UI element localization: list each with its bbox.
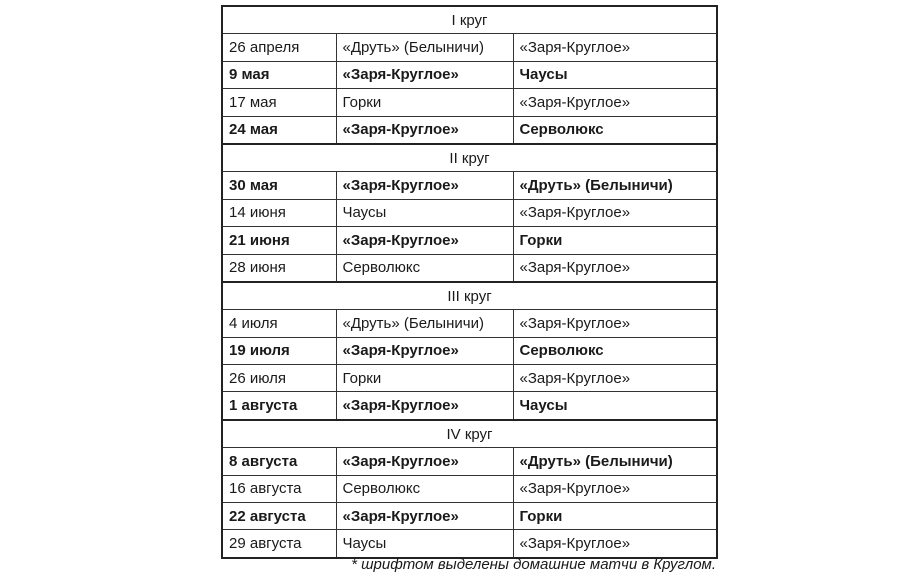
schedule-table bbox=[221, 5, 718, 559]
match-row bbox=[222, 475, 717, 502]
match-date: 30 мая bbox=[222, 172, 336, 199]
match-date: 24 мая bbox=[222, 116, 336, 144]
round-title: IV круг bbox=[222, 420, 717, 448]
match-date: 19 июля bbox=[222, 337, 336, 364]
match-row bbox=[222, 199, 717, 226]
match-date: 1 августа bbox=[222, 392, 336, 420]
match-away-team: «Заря-Круглое» bbox=[513, 34, 717, 61]
round-header-2 bbox=[222, 144, 717, 172]
round-header-4 bbox=[222, 420, 717, 448]
match-away-team: Горки bbox=[513, 227, 717, 254]
match-row bbox=[222, 530, 717, 558]
match-home-team: «Заря-Круглое» bbox=[336, 337, 513, 364]
match-row bbox=[222, 310, 717, 337]
match-home-team: «Заря-Круглое» bbox=[336, 227, 513, 254]
match-away-team: «Заря-Круглое» bbox=[513, 254, 717, 282]
round-title: II круг bbox=[222, 144, 717, 172]
match-date: 29 августа bbox=[222, 530, 336, 558]
match-row bbox=[222, 254, 717, 282]
match-away-team: Серволюкс bbox=[513, 337, 717, 364]
match-away-team: «Заря-Круглое» bbox=[513, 199, 717, 226]
match-home-team: «Друть» (Белыничи) bbox=[336, 310, 513, 337]
match-row bbox=[222, 337, 717, 364]
match-row bbox=[222, 503, 717, 530]
round-title: I круг bbox=[222, 6, 717, 34]
match-date: 14 июня bbox=[222, 199, 336, 226]
match-away-team: «Заря-Круглое» bbox=[513, 475, 717, 502]
match-row bbox=[222, 365, 717, 392]
match-away-team: «Заря-Круглое» bbox=[513, 365, 717, 392]
match-home-team: «Заря-Круглое» bbox=[336, 392, 513, 420]
match-date: 28 июня bbox=[222, 254, 336, 282]
round-header-3 bbox=[222, 282, 717, 310]
match-row bbox=[222, 392, 717, 420]
round-header-1 bbox=[222, 6, 717, 34]
match-away-team: Серволюкс bbox=[513, 116, 717, 144]
match-row bbox=[222, 116, 717, 144]
match-date: 22 августа bbox=[222, 503, 336, 530]
match-row bbox=[222, 61, 717, 88]
match-date: 4 июля bbox=[222, 310, 336, 337]
footnote: * шрифтом выделены домашние матчи в Круглом. bbox=[351, 556, 716, 573]
match-date: 26 апреля bbox=[222, 34, 336, 61]
match-away-team: Чаусы bbox=[513, 61, 717, 88]
match-row bbox=[222, 172, 717, 199]
match-home-team: «Заря-Круглое» bbox=[336, 116, 513, 144]
match-home-team: Горки bbox=[336, 89, 513, 116]
match-date: 26 июля bbox=[222, 365, 336, 392]
match-date: 21 июня bbox=[222, 227, 336, 254]
schedule-body bbox=[222, 6, 717, 558]
match-away-team: «Заря-Круглое» bbox=[513, 89, 717, 116]
match-home-team: Чаусы bbox=[336, 199, 513, 226]
match-away-team: Чаусы bbox=[513, 392, 717, 420]
match-away-team: «Друть» (Белыничи) bbox=[513, 172, 717, 199]
match-away-team: «Заря-Круглое» bbox=[513, 530, 717, 558]
match-date: 17 мая bbox=[222, 89, 336, 116]
match-date: 8 августа bbox=[222, 448, 336, 475]
match-row bbox=[222, 227, 717, 254]
match-date: 9 мая bbox=[222, 61, 336, 88]
match-home-team: «Заря-Круглое» bbox=[336, 448, 513, 475]
match-home-team: «Заря-Круглое» bbox=[336, 61, 513, 88]
match-home-team: «Заря-Круглое» bbox=[336, 503, 513, 530]
match-home-team: «Заря-Круглое» bbox=[336, 172, 513, 199]
match-date: 16 августа bbox=[222, 475, 336, 502]
match-row bbox=[222, 34, 717, 61]
match-home-team: Чаусы bbox=[336, 530, 513, 558]
match-away-team: Горки bbox=[513, 503, 717, 530]
round-title: III круг bbox=[222, 282, 717, 310]
match-away-team: «Заря-Круглое» bbox=[513, 310, 717, 337]
match-row bbox=[222, 448, 717, 475]
match-home-team: Горки bbox=[336, 365, 513, 392]
match-home-team: Серволюкс bbox=[336, 254, 513, 282]
match-home-team: «Друть» (Белыничи) bbox=[336, 34, 513, 61]
match-row bbox=[222, 89, 717, 116]
match-home-team: Серволюкс bbox=[336, 475, 513, 502]
match-away-team: «Друть» (Белыничи) bbox=[513, 448, 717, 475]
